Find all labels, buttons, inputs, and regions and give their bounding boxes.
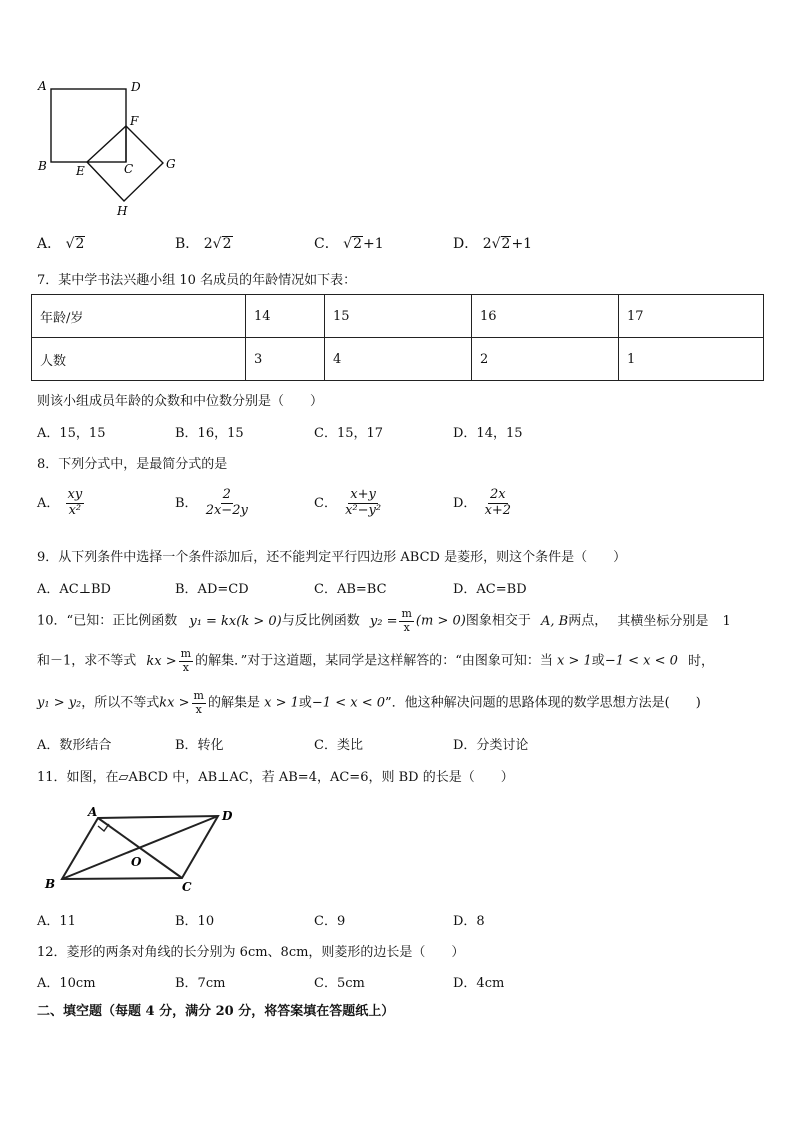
- q11-option-b[interactable]: B．10: [175, 914, 215, 929]
- table-cell: 1: [619, 338, 764, 381]
- q6-option-a[interactable]: A． √2: [37, 236, 85, 252]
- q8-option-a[interactable]: A． $\frac{xy}{\text{x²}}$: [37, 487, 83, 518]
- diagonal-bd: [62, 816, 218, 879]
- label-c: C: [182, 880, 192, 894]
- label-h: H: [117, 204, 128, 218]
- q10-line-1: 10．“已知：正比例函数 y₁ = kx(k > 0)与反比例函数 y₂ = $\frac{m}{x}$ (m > 0)图象相交于 A, B两点， 其横坐标分别是 1: [37, 607, 731, 634]
- label-f: F: [130, 114, 139, 128]
- q6-option-b[interactable]: B． 2√2: [175, 236, 232, 252]
- table-row: [32, 295, 764, 338]
- q12-option-c[interactable]: C．5cm: [314, 976, 365, 991]
- q9-option-b[interactable]: B．AD=CD: [175, 582, 249, 597]
- q7-age-table: [31, 294, 764, 381]
- q9-option-c[interactable]: C．AB=BC: [314, 582, 387, 597]
- square-abcd: [51, 89, 126, 162]
- q10-option-a[interactable]: A．数形结合: [37, 738, 112, 753]
- q9-option-d[interactable]: D．AC=BD: [453, 582, 527, 597]
- table-cell: 4: [325, 338, 472, 381]
- table-cell: 17: [619, 295, 764, 338]
- q7-option-d[interactable]: D．14，15: [453, 426, 523, 441]
- table-cell: 14: [246, 295, 325, 338]
- q9-stem: 9．从下列条件中选择一个条件添加后，还不能判定平行四边形 ABCD 是菱形，则这个条件是（ ）: [37, 550, 627, 565]
- q7-option-b[interactable]: B．16，15: [175, 426, 244, 441]
- q10-option-c[interactable]: C．类比: [314, 738, 363, 753]
- q7-option-a[interactable]: A．15，15: [37, 426, 106, 441]
- q8-option-d[interactable]: D． $\frac{2x}{x+2}$: [453, 487, 512, 518]
- q11-parallelogram-figure: [40, 802, 240, 894]
- label-g: G: [166, 157, 176, 171]
- q12-option-a[interactable]: A．10cm: [37, 976, 96, 991]
- table-row: [32, 338, 764, 381]
- label-o: O: [131, 855, 142, 869]
- q7-option-c[interactable]: C．15，17: [314, 426, 384, 441]
- q12-option-d[interactable]: D．4cm: [453, 976, 505, 991]
- q11-option-d[interactable]: D．8: [453, 914, 485, 929]
- table-cell: 2: [472, 338, 619, 381]
- label-b: B: [38, 159, 47, 173]
- q12-stem: 12．菱形的两条对角线的长分别为 6cm、8cm，则菱形的边长是（ ）: [37, 945, 465, 960]
- q10-line-2: 和－1，求不等式 kx > $\frac{m}{x}$ 的解集．”对于这道题，某同学是这样解答的：“由图象可知：当 x > 1或−1 < x < 0 时，: [37, 647, 715, 674]
- q8-option-c[interactable]: C． $\frac{x+y}{\text{x²−y²}}$: [314, 487, 382, 518]
- label-a: A: [38, 79, 47, 93]
- section-heading: 二、填空题（每题 4 分，满分 20 分，将答案填在答题纸上）: [37, 1004, 395, 1019]
- q7-question: 则该小组成员年龄的众数和中位数分别是（ ）: [37, 394, 324, 409]
- table-cell: 15: [325, 295, 472, 338]
- q11-option-c[interactable]: C．9: [314, 914, 346, 929]
- table-cell: 16: [472, 295, 619, 338]
- label-d: D: [222, 809, 233, 823]
- label-b: B: [45, 877, 56, 891]
- label-e: E: [76, 164, 85, 178]
- q6-option-d[interactable]: D． 2√2+1: [453, 236, 533, 252]
- label-d: D: [131, 80, 141, 94]
- q11-option-a[interactable]: A．11: [37, 914, 76, 929]
- q12-option-b[interactable]: B．7cm: [175, 976, 226, 991]
- q9-option-a[interactable]: A．AC⊥BD: [37, 582, 111, 597]
- q6-geometry-figure: [30, 76, 190, 221]
- label-a: A: [88, 805, 98, 819]
- q10-option-d[interactable]: D．分类讨论: [453, 738, 529, 753]
- q6-option-c[interactable]: C． √2+1: [314, 236, 384, 252]
- q7-stem: 7．某中学书法兴趣小组 10 名成员的年龄情况如下表：: [37, 273, 357, 288]
- table-cell: 年龄/岁: [32, 295, 246, 338]
- q11-stem: 11．如图，在▱ABCD 中，AB⊥AC，若 AB=4，AC=6，则 BD 的长是（ ）: [37, 770, 514, 785]
- q8-option-b[interactable]: B． $\frac{2}{2x-2y}$: [175, 487, 248, 518]
- label-c: C: [124, 162, 134, 176]
- table-cell: 人数: [32, 338, 246, 381]
- q10-line-3: y₁ > y₂，所以不等式kx > $\frac{m}{x}$ 的解集是 x > 1或−1 < x < 0”．他这种解决问题的思路体现的数学思想方法是( ): [37, 689, 701, 716]
- q10-option-b[interactable]: B．转化: [175, 738, 224, 753]
- q8-stem: 8．下列分式中，是最简分式的是: [37, 457, 228, 472]
- table-cell: 3: [246, 338, 325, 381]
